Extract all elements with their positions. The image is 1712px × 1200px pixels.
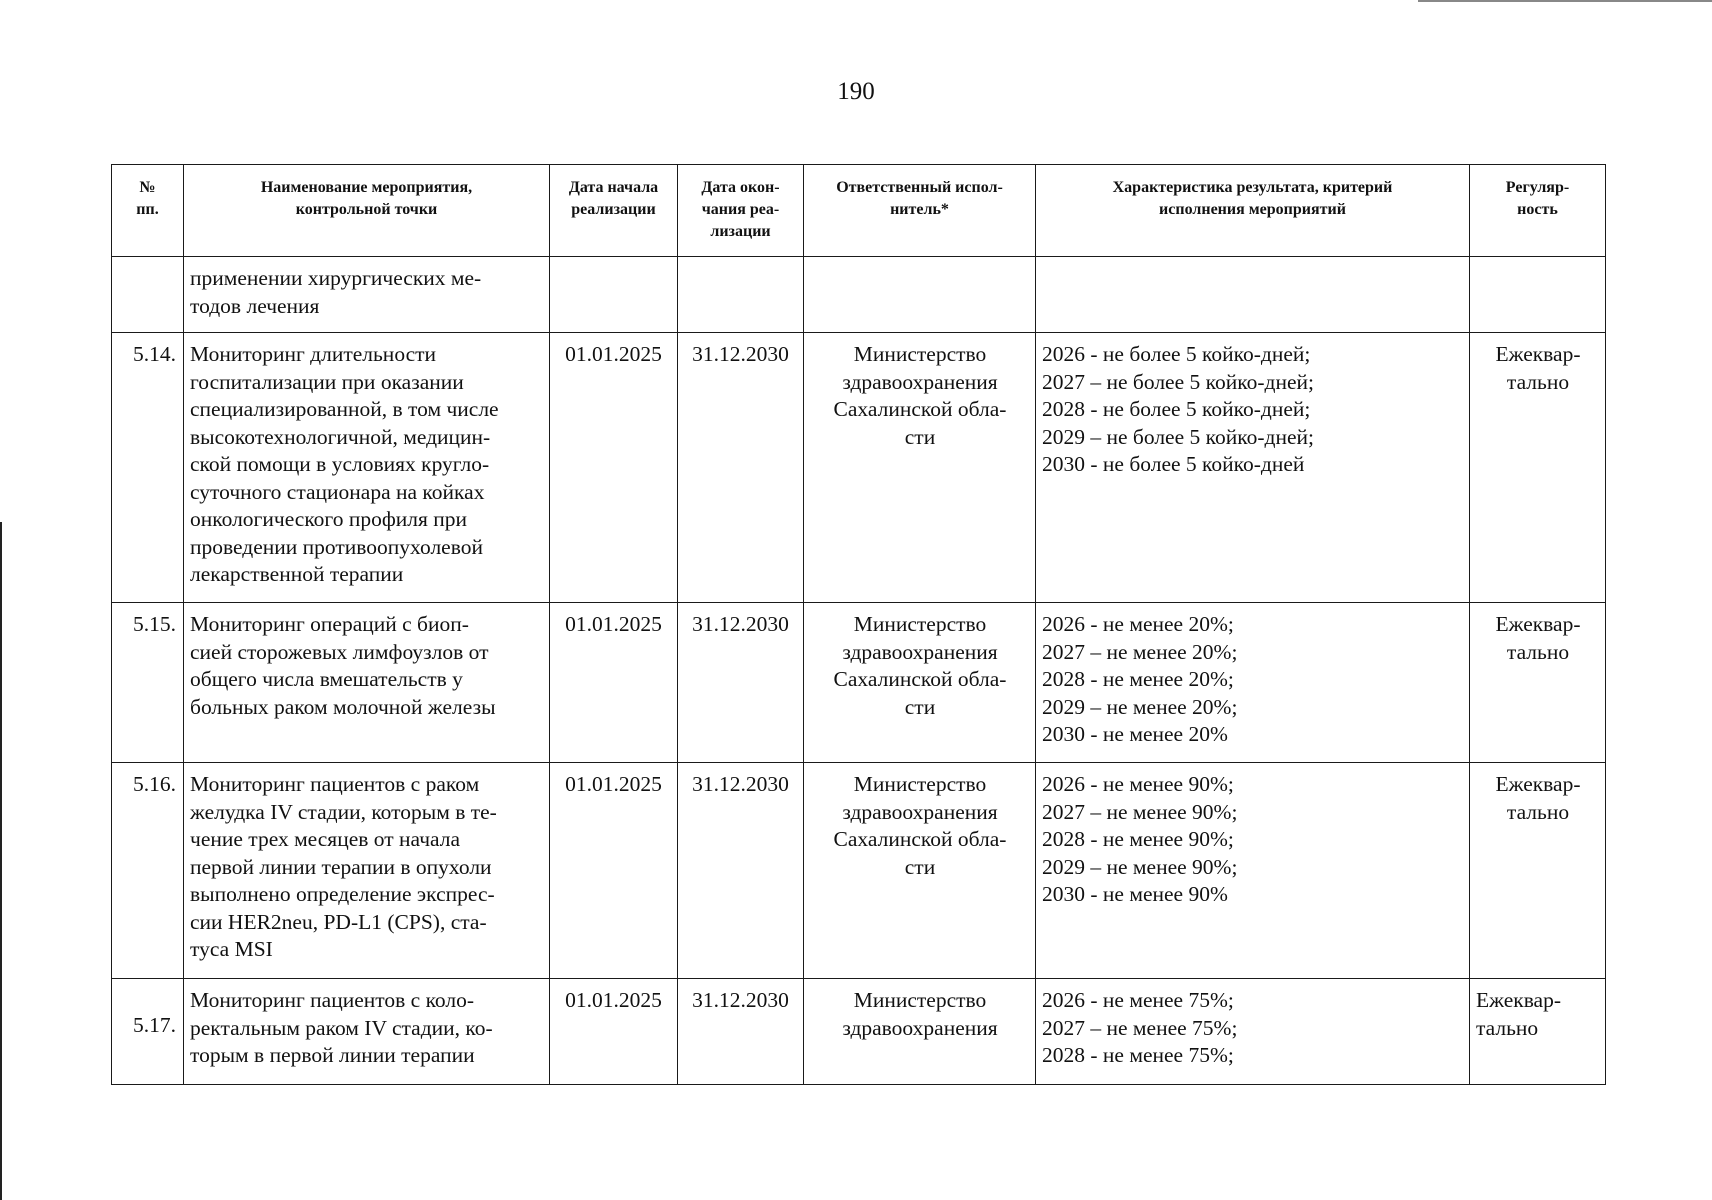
start-date: 01.01.2025 — [550, 763, 678, 979]
scan-edge — [0, 522, 2, 1200]
frequency: Ежеквар- тально — [1470, 603, 1606, 763]
measure-name: Мониторинг операций с биоп- сией сторожевых лимфоузлов от общего числа вмешательств у больных раком молочной железы — [184, 603, 550, 763]
row-number: 5.17. — [112, 979, 184, 1085]
start-date: 01.01.2025 — [550, 603, 678, 763]
start-date — [550, 257, 678, 333]
frequency: Ежеквар- тально — [1470, 979, 1606, 1085]
table-header-row — [112, 165, 1606, 257]
header-num: № пп. — [112, 165, 184, 257]
page-number: 190 — [837, 78, 875, 105]
row-number — [112, 257, 184, 333]
executor — [804, 257, 1036, 333]
start-date: 01.01.2025 — [550, 333, 678, 603]
start-date: 01.01.2025 — [550, 979, 678, 1085]
end-date: 31.12.2030 — [678, 979, 804, 1085]
row-number: 5.14. — [112, 333, 184, 603]
table-row — [112, 763, 1606, 979]
result-criteria — [1036, 257, 1470, 333]
end-date: 31.12.2030 — [678, 603, 804, 763]
table-row — [112, 979, 1606, 1085]
result-criteria: 2026 - не менее 75%; 2027 – не менее 75%; 2028 - не менее 75%; — [1036, 979, 1470, 1085]
row-number: 5.16. — [112, 763, 184, 979]
frequency — [1470, 257, 1606, 333]
table-row — [112, 257, 1606, 333]
end-date — [678, 257, 804, 333]
executor: Министерство здравоохранения Сахалинской обла- сти — [804, 333, 1036, 603]
scan-edge — [1418, 0, 1712, 2]
frequency: Ежеквар- тально — [1470, 333, 1606, 603]
executor: Министерство здравоохранения Сахалинской обла- сти — [804, 763, 1036, 979]
header-frequency: Регуляр- ность — [1470, 165, 1606, 257]
header-result: Характеристика результата, критерий исполнения мероприятий — [1036, 165, 1470, 257]
header-end-date: Дата окон- чания реа- лизации — [678, 165, 804, 257]
header-executor: Ответственный испол- нитель* — [804, 165, 1036, 257]
executor: Министерство здравоохранения — [804, 979, 1036, 1085]
measure-name: применении хирургических ме- тодов лечения — [184, 257, 550, 333]
table-row — [112, 603, 1606, 763]
executor: Министерство здравоохранения Сахалинской обла- сти — [804, 603, 1036, 763]
table-row — [112, 333, 1606, 603]
measure-name: Мониторинг пациентов с коло- ректальным раком IV стадии, ко- торым в первой линии терапии — [184, 979, 550, 1085]
result-criteria: 2026 - не менее 20%; 2027 – не менее 20%; 2028 - не менее 20%; 2029 – не менее 20%; 2030 - не менее 20% — [1036, 603, 1470, 763]
end-date: 31.12.2030 — [678, 763, 804, 979]
measure-name: Мониторинг длительности госпитализации при оказании специализированной, в том числе высокотехнологичной, медицин- ской помощи в условиях кругло- суточного стационара на койках онкологического профиля при проведении противоопухолевой лекарственной терапии — [184, 333, 550, 603]
measure-name: Мониторинг пациентов с раком желудка IV стадии, которым в те- чение трех месяцев от начала первой линии терапии в опухоли выполнено определение экспрес- сии HER2neu, PD-L1 (CPS), ста- туса MSI — [184, 763, 550, 979]
header-name: Наименование мероприятия, контрольной точки — [184, 165, 550, 257]
header-start-date: Дата начала реализации — [550, 165, 678, 257]
result-criteria: 2026 - не более 5 койко-дней; 2027 – не более 5 койко-дней; 2028 - не более 5 койко-дней; 2029 – не более 5 койко-дней; 2030 - не более 5 койко-дней — [1036, 333, 1470, 603]
row-number: 5.15. — [112, 603, 184, 763]
result-criteria: 2026 - не менее 90%; 2027 – не менее 90%; 2028 - не менее 90%; 2029 – не менее 90%; 2030 - не менее 90% — [1036, 763, 1470, 979]
end-date: 31.12.2030 — [678, 333, 804, 603]
frequency: Ежеквар- тально — [1470, 763, 1606, 979]
measures-table — [111, 164, 1606, 1085]
